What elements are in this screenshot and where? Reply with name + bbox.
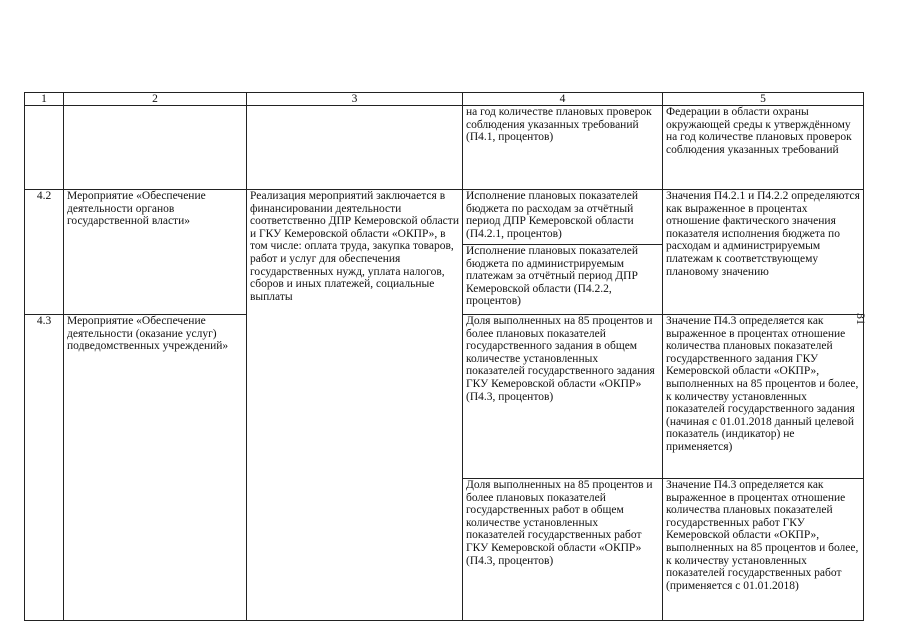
- cell-number: [25, 106, 64, 190]
- cell-number: 4.3: [25, 315, 64, 621]
- header-cell: 4: [463, 93, 663, 106]
- header-cell: 2: [64, 93, 247, 106]
- cell-calculation: Федерации в области охраны окружающей среды к утверждённому на год количестве плановых проверок соблюдения указанных требований: [663, 106, 864, 190]
- cell-event: Мероприятие «Обеспечение деятельности (оказание услуг) подведомственных учреждений»: [64, 315, 247, 621]
- header-cell: 1: [25, 93, 64, 106]
- cell-indicator: Исполнение плановых показателей бюджета по расходам за отчётный период ДПР Кемеровской области (П4.2.1, процентов): [463, 190, 663, 245]
- cell-calculation: Значение П4.3 определяется как выраженное в процентах отношение количества плановых показателей государственного задания ГКУ Кемеровской области «ОКПР», выполненных на 85 процентов и более, к количеству установленных показателей государственного задания (начиная с 01.01.2018 данный целевой показатель (индикатор) не применяется): [663, 315, 864, 479]
- cell-calculation: Значения П4.2.1 и П4.2.2 определяются как выраженное в процентах отношение фактического значения показателя исполнения бюджета по расходам и администрируемым платежам к соответствующему плановому значению: [663, 190, 864, 315]
- page-number: 31: [854, 313, 868, 325]
- table-row: [25, 106, 864, 190]
- cell-event: [64, 106, 247, 190]
- cell-description: [247, 106, 463, 190]
- cell-indicator: Исполнение плановых показателей бюджета по администрируемым платежам за отчётный период ДПР Кемеровской области (П4.2.2, процентов): [463, 245, 663, 315]
- cell-indicator: Доля выполненных на 85 процентов и более плановых показателей государственных работ в общем количестве установленных показателей государственных работ ГКУ Кемеровской области «ОКПР» (П4.3, процентов): [463, 479, 663, 621]
- table-row: [25, 190, 864, 245]
- header-cell: 3: [247, 93, 463, 106]
- cell-description: Реализация мероприятий заключается в финансировании деятельности соответственно ДПР Кемеровской области и ГКУ Кемеровской области «ОКПР», в том числе: оплата труда, закупка товаров, работ и услуг для обеспечения государственных нужд, уплата налогов, сборов и иных платежей, социальные выплаты: [247, 190, 463, 315]
- header-cell: 5: [663, 93, 864, 106]
- table-row: [25, 315, 864, 479]
- program-table: [24, 92, 864, 621]
- cell-calculation: Значение П4.3 определяется как выраженное в процентах отношение количества плановых показателей государственных работ ГКУ Кемеровской области «ОКПР», выполненных на 85 процентов и более, к количеству установленных показателей государственных работ (применяется с 01.01.2018): [663, 479, 864, 621]
- cell-indicator: Доля выполненных на 85 процентов и более плановых показателей государственного задания в общем количестве установленных показателей государственного задания ГКУ Кемеровской области «ОКПР» (П4.3, процентов): [463, 315, 663, 479]
- cell-event: Мероприятие «Обеспечение деятельности органов государственной власти»: [64, 190, 247, 315]
- cell-description: [247, 315, 463, 621]
- cell-number: 4.2: [25, 190, 64, 315]
- cell-indicator: на год количестве плановых проверок соблюдения указанных требований (П4.1, процентов): [463, 106, 663, 190]
- header-row: [25, 93, 864, 106]
